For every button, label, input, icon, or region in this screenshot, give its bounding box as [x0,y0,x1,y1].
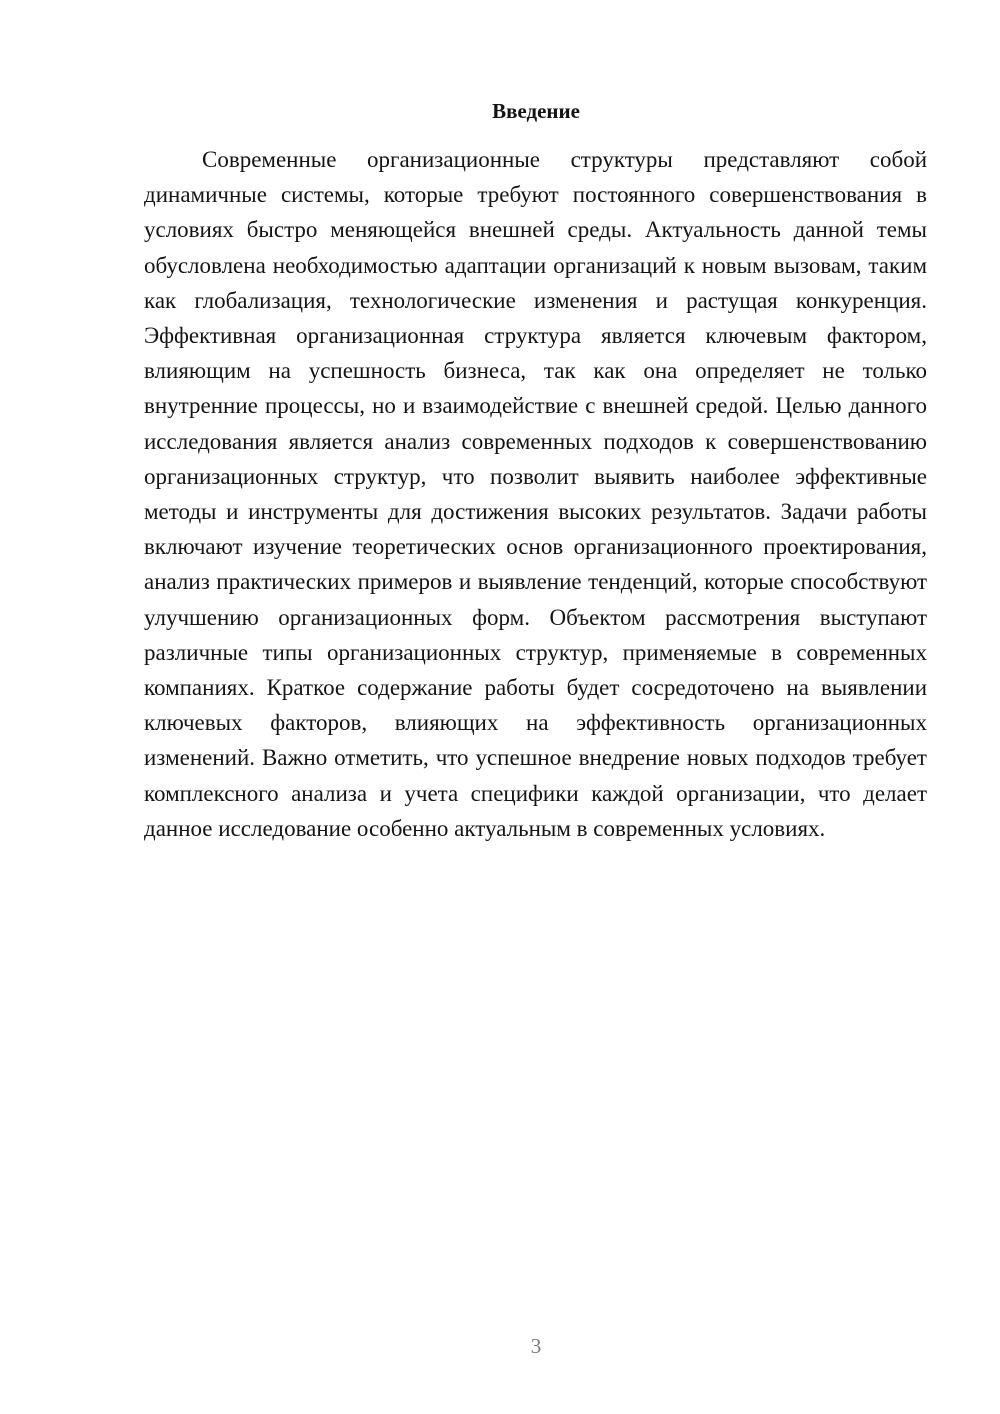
body-paragraph: Современные организационные структуры представляют собой динамичные системы, которые требуют постоянного совершенствования в условиях быстро меняющейся внешней среды. Актуальность данной темы обусловлена необходимостью адаптации организаций к новым вызовам, таким как глобализация, технологические изменения и растущая конкуренция. Эффективная организационная структура является ключевым фактором, влияющим на успешность бизнеса, так как она определяет не только внутренние процессы, но и взаимодействие с внешней средой. Целью данного исследования является анализ современных подходов к совершенствованию организационных структур, что позволит выявить наиболее эффективные методы и инструменты для достижения высоких результатов. Задачи работы включают изучение теоретических основ организационного проектирования, анализ практических примеров и выявление тенденций, которые способствуют улучшению организационных форм. Объектом рассмотрения выступают различные типы организационных структур, применяемые в современных компаниях. Краткое содержание работы будет сосредоточено на выявлении ключевых факторов, влияющих на эффективность организационных изменений. Важно отметить, что успешное внедрение новых подходов требует комплексного анализа и учета специфики каждой организации, что делает данное исследование особенно актуальным в современных условиях. [144,147,927,841]
page-number: 3 [530,1334,542,1358]
section-heading: Введение [492,99,580,123]
